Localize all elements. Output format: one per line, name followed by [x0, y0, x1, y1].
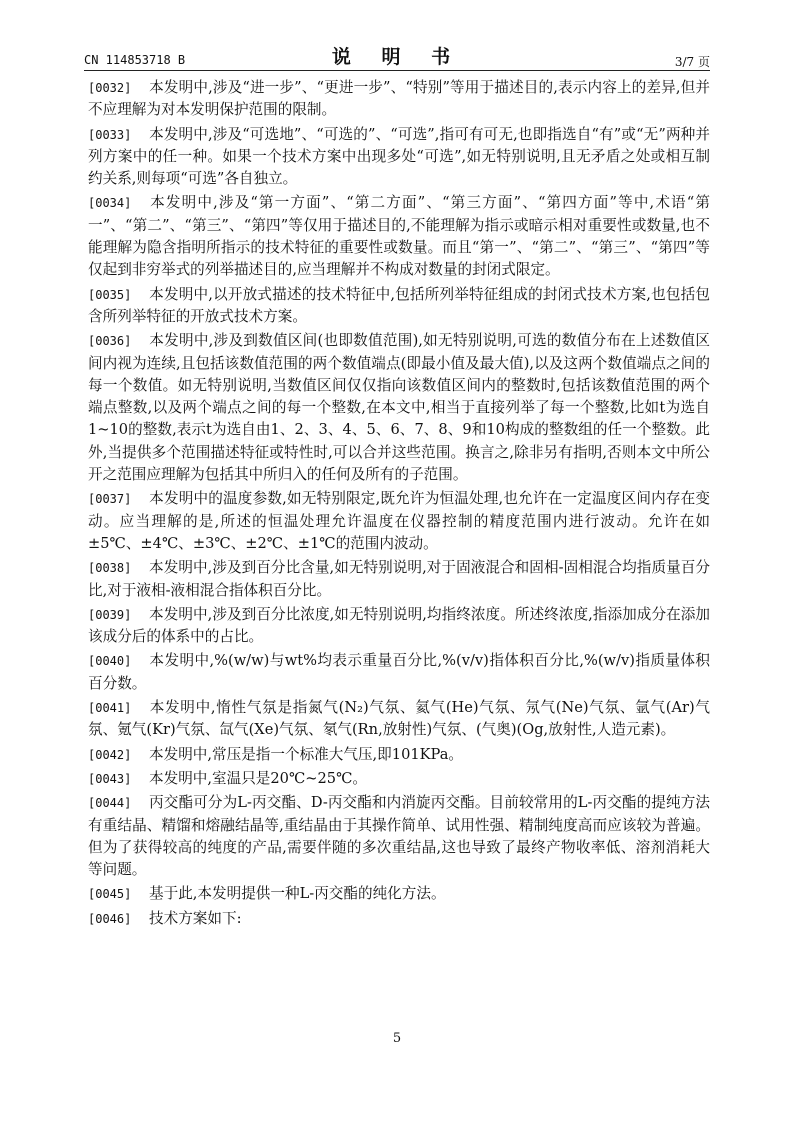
paragraph — [88, 768, 710, 790]
paragraph-number: [0046] — [88, 911, 132, 926]
paragraph-number: [0036] — [88, 334, 132, 349]
paragraph-number: [0032] — [88, 81, 132, 95]
paragraph-number: [0043] — [88, 771, 132, 786]
paragraph-text: 技术方案如下: — [149, 909, 242, 927]
paragraph — [88, 650, 710, 695]
paragraph-text: 本发明中,涉及到百分比含量,如无特别说明,对于固液混合和固相-固相混合均指质量百分比,对于液相-液相混合指体积百分比。 — [88, 559, 710, 599]
paragraph — [88, 192, 710, 281]
page-indicator: 3/7 页 — [674, 55, 710, 69]
paragraph-number: [0042] — [88, 747, 132, 762]
paragraph-text: 丙交酯可分为L-丙交酯、D-丙交酯和内消旋丙交酯。目前较常用的L-丙交酯的提纯方法有重结晶、精馏和熔融结晶等,重结晶由于其操作简单、试用性强、精制纯度高而应该较为普遍。但为了获得较高的纯度的产品,需要伴随的多次重结晶,这也导致了最终产物收率低、溶剂消耗大等问题。 — [88, 794, 710, 879]
paragraph-number: [0035] — [88, 287, 132, 302]
paragraph — [88, 883, 710, 905]
paragraph-text: 本发明中,涉及“第一方面”、“第二方面”、“第三方面”、“第四方面”等中,术语“第一”、“第二”、“第三”、“第四”等仅用于描述目的,不能理解为指示或暗示相对重要性或数量,也不能理解为隐含指明所指示的技术特征的重要性或数量。而且“第一”、“第二”、“第三”、“第四”等仅起到非穷举式的列举描述目的,应当理解并不构成对数量的封闭式限定。 — [88, 194, 710, 279]
paragraph-text: 本发明中的温度参数,如无特别限定,既允许为恒温处理,也允许在一定温度区间内存在变动。应当理解的是,所述的恒温处理允许温度在仪器控制的精度范围内进行波动。允许在如±5℃、±4℃、±3℃、±2℃、±1℃的范围内波动。 — [88, 490, 710, 552]
paragraph-text: 本发明中,惰性气氛是指氮气(N₂)气氛、氦气(He)气氛、氖气(Ne)气氛、氩气(Ar)气氛、氪气(Kr)气氛、氙气(Xe)气氛、氡气(Rn,放射性)气氛、(气奥)(Og,放射性,人造元素)。 — [88, 699, 710, 739]
paragraph-number: [0040] — [88, 654, 132, 669]
paragraph-text: 本发明中,涉及到百分比浓度,如无特别说明,均指终浓度。所述终浓度,指添加成分在添加该成分后的体系中的占比。 — [88, 605, 710, 646]
patent-number: CN 114853718 B — [84, 53, 186, 67]
document-body — [88, 77, 710, 932]
paragraph — [88, 604, 710, 649]
paragraph — [88, 77, 710, 122]
paragraph-text: 基于此,本发明提供一种L-丙交酯的纯化方法。 — [149, 885, 446, 903]
paragraph-text: 本发明中,涉及“进一步”、“更进一步”、“特别”等用于描述目的,表示内容上的差异,但并不应理解为对本发明保护范围的限制。 — [88, 79, 710, 119]
paragraph-number: [0037] — [88, 492, 132, 507]
paragraph-number: [0039] — [88, 607, 132, 622]
paragraph — [88, 792, 710, 881]
paragraph-number: [0045] — [88, 887, 132, 902]
paragraph — [88, 697, 710, 742]
page-header — [84, 40, 710, 70]
paragraph — [88, 744, 710, 766]
paragraph-number: [0044] — [88, 796, 132, 811]
paragraph — [88, 488, 710, 555]
paragraph-number: [0041] — [88, 701, 132, 716]
paragraph-text: 本发明中,常压是指一个标准大气压,即101KPa。 — [149, 745, 463, 763]
paragraph-text: 本发明中,%(w/w)与wt%均表示重量百分比,%(v/v)指体积百分比,%(w/v)指质量体积百分数。 — [88, 652, 710, 692]
paragraph-number: [0033] — [88, 127, 132, 142]
paragraph-number: [0038] — [88, 561, 132, 576]
paragraph-text: 本发明中,涉及到数值区间(也即数值范围),如无特别说明,可选的数值分布在上述数值区间内视为连续,且包括该数值范围的两个数值端点(即最小值及最大值),以及这两个数值端点之间的每一个数值。如无特别说明,当数值区间仅仅指向该数值区间内的整数时,包括该数值范围的两个端点整数,以及两个端点之间的每一个整数,在本文中,相当于直接列举了每一个整数,比如t为选自1~10的整数,表示t为选自由1、2、3、4、5、6、7、8、9和10构成的整数组的任一个整数。此外,当提供多个范围描述特征或特性时,可以合并这些范围。换言之,除非另有指明,否则本文中所公开之范围应理解为包括其中所归入的任何及所有的子范围。 — [88, 332, 710, 484]
paragraph — [88, 557, 710, 602]
paragraph-number: [0034] — [88, 196, 132, 211]
paragraph — [88, 330, 710, 486]
page-number: 5 — [392, 1031, 402, 1046]
header-divider — [84, 70, 710, 71]
paragraph-text: 本发明中,室温只是20℃~25℃。 — [149, 769, 368, 787]
paragraph — [88, 124, 710, 191]
paragraph-text: 本发明中,以开放式描述的技术特征中,包括所列举特征组成的封闭式技术方案,也包括包含所列举特征的开放式技术方案。 — [88, 285, 710, 325]
paragraph-text: 本发明中,涉及“可选地”、“可选的”、“可选”,指可有可无,也即指选自“有”或“无”两种并列方案中的任一种。如果一个技术方案中出现多处“可选”,如无特别说明,且无矛盾之处或相互制约关系,则每项“可选”各自独立。 — [88, 125, 710, 188]
paragraph — [88, 908, 710, 930]
paragraph — [88, 284, 710, 329]
page-title: 说 明 书 — [331, 46, 463, 68]
